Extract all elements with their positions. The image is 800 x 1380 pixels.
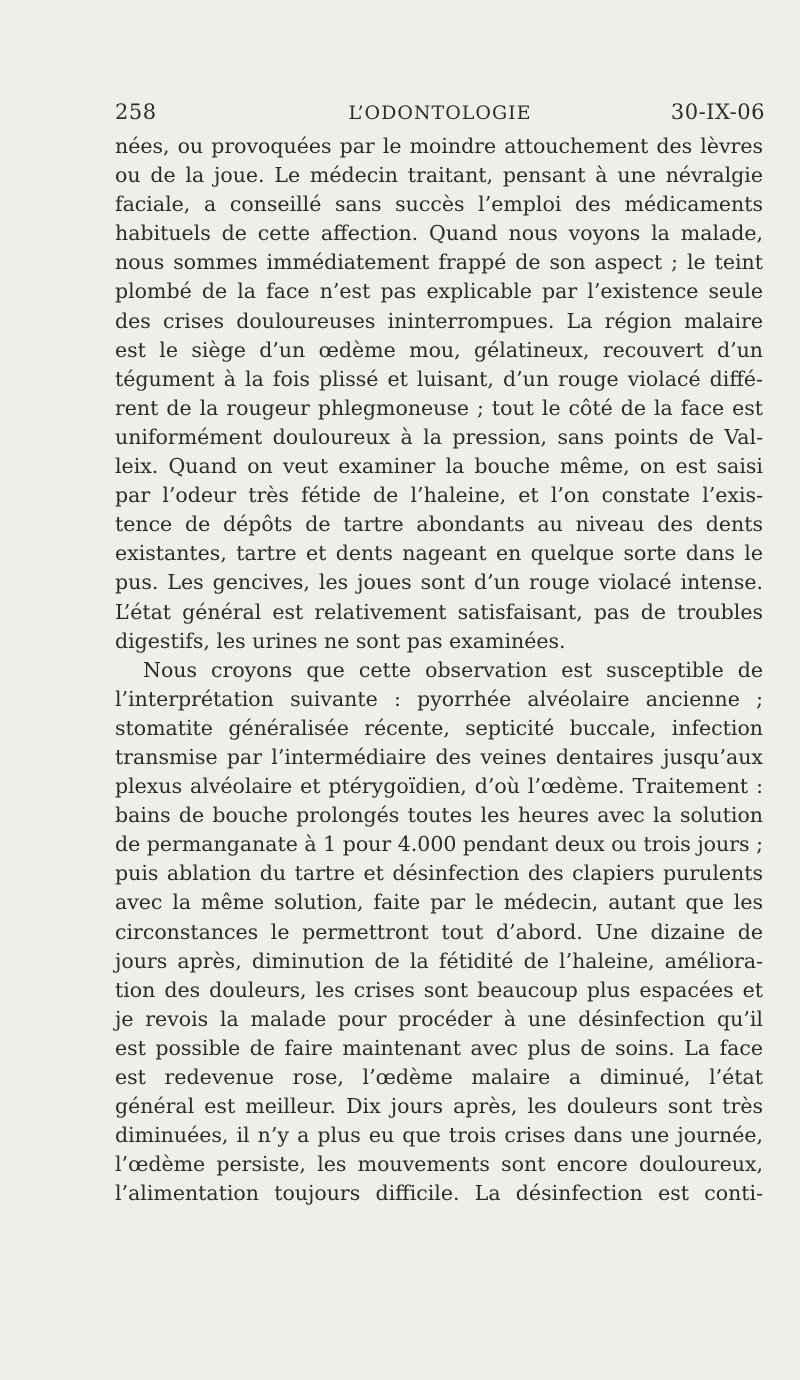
text-line: faciale, a conseillé sans succès l’emploi des médicaments [115,192,763,217]
text-line: jours après, diminution de la fétidité de l’haleine, améliora- [115,948,763,973]
issue-date: 30-IX-06 [670,100,765,124]
text-line: habituels de cette affection. Quand nous voyons la malade, [115,221,763,246]
text-line: l’œdème persiste, les mouvements sont encore douloureux, [115,1152,763,1177]
text-line: tence de dépôts de tartre abondants au niveau des dents [115,512,763,537]
running-head [115,96,765,132]
text-line: nées, ou provoquées par le moindre attouchement des lèvres [115,134,763,158]
text-line: plombé de la face n’est pas explicable par l’existence seule [115,279,763,304]
text-line: je revois la malade pour procéder à une désinfection qu’il [115,1006,763,1031]
text-line: nous sommes immédiatement frappé de son aspect ; le teint [115,250,763,275]
body-text [115,132,763,1208]
text-line: des crises douloureuses ininterrompues. La région malaire [115,308,763,333]
text-line: l’interprétation suivante : pyorrhée alvéolaire ancienne ; [115,686,763,711]
text-line: digestifs, les urines ne sont pas examinées. [115,628,566,653]
text-line: est redevenue rose, l’œdème malaire a diminué, l’état [115,1065,763,1089]
text-line: existantes, tartre et dents nageant en quelque sorte dans le [115,541,763,566]
text-line: de permanganate à 1 pour 4.000 pendant deux ou trois jours ; [115,832,763,857]
text-line: L’état général est relativement satisfaisant, pas de troubles [115,599,763,624]
text-line: leix. Quand on veut examiner la bouche même, on est saisi [115,454,763,479]
text-line: l’alimentation toujours difficile. La désinfection est conti- [115,1181,763,1206]
text-line: puis ablation du tartre et désinfection des clapiers purulents [115,861,763,886]
text-line: est le siège d’un œdème mou, gélatineux, recouvert d’un [115,337,763,362]
text-line: bains de bouche prolongés toutes les heures avec la solution [115,803,763,828]
text-line: Nous croyons que cette observation est susceptible de [143,657,763,682]
text-line: avec la même solution, faite par le médecin, autant que les [115,890,763,915]
text-line: uniformément douloureux à la pression, sans points de Val- [115,424,763,449]
text-line: plexus alvéolaire et ptérygoïdien, d’où l’œdème. Traitement : [115,774,763,799]
text-line: rent de la rougeur phlegmoneuse ; tout le côté de la face est [115,395,763,420]
text-line: ou de la joue. Le médecin traitant, pensant à une névralgie [115,163,763,188]
text-line: par l’odeur très fétide de l’haleine, et l’on constate l’exis- [115,483,763,508]
text-line: tégument à la fois plissé et luisant, d’un rouge violacé diffé- [115,366,763,391]
text-line: général est meilleur. Dix jours après, les douleurs sont très [115,1094,763,1119]
text-line: pus. Les gencives, les joues sont d’un rouge violacé intense. [115,570,763,595]
journal-title: L’ODONTOLOGIE [348,102,532,124]
text-line: diminuées, il n’y a plus eu que trois crises dans une journée, [115,1123,763,1148]
text-line: tion des douleurs, les crises sont beaucoup plus espacées et [115,977,763,1002]
text-line: est possible de faire maintenant avec plus de soins. La face [115,1035,763,1060]
text-line: circonstances le permettront tout d’abord. Une dizaine de [115,919,763,944]
text-line: stomatite généralisée récente, septicité buccale, infection [115,715,763,740]
text-line: transmise par l’intermédiaire des veines dentaires jusqu’aux [115,744,763,769]
page-number: 258 [115,100,157,124]
